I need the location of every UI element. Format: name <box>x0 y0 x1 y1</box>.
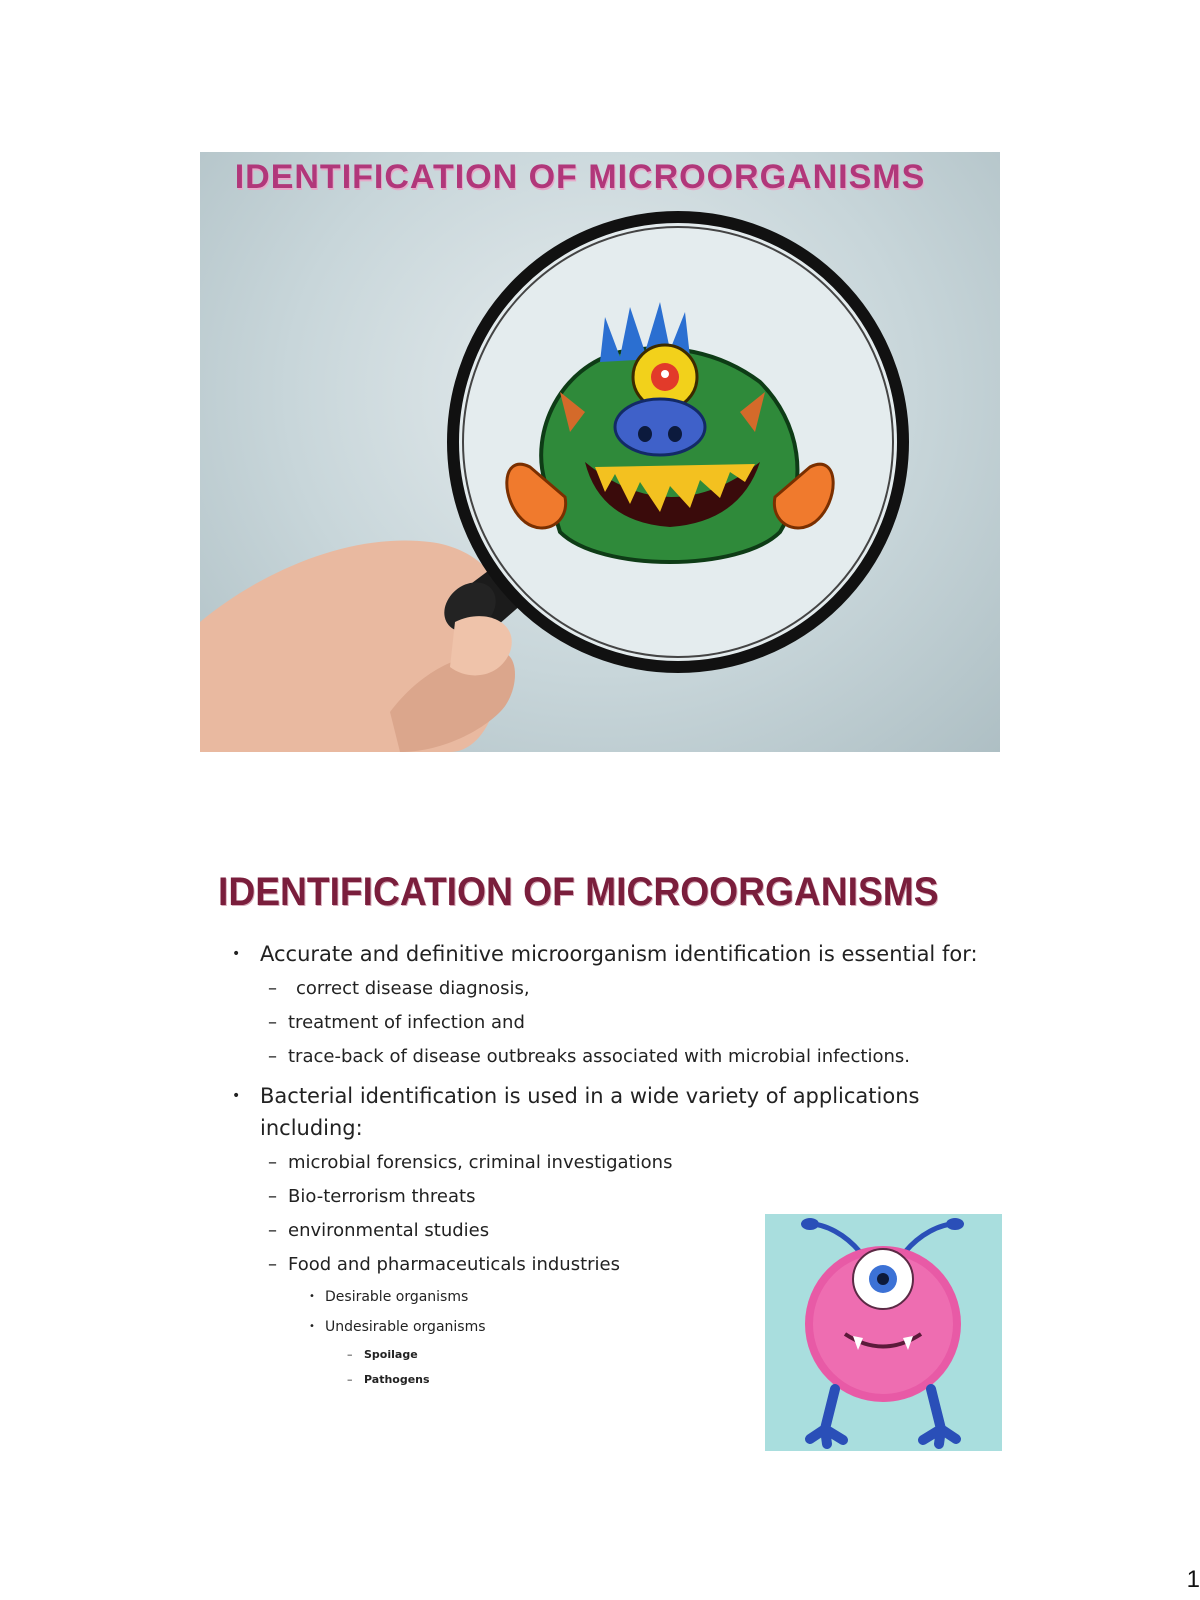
slide-1 <box>200 152 1000 752</box>
sub-bullet-1-1: – correct disease diagnosis, <box>230 976 990 1002</box>
magnifying-glass-illustration <box>200 152 1000 752</box>
slide-1-title: IDENTIFICATION OF MICROORGANISMS <box>234 158 926 196</box>
sub-bullet-1-2: – treatment of infection and <box>230 1010 990 1036</box>
bullet-1: • Accurate and definitive microorganism identification is essential for: <box>230 938 990 970</box>
pink-monster-image <box>765 1214 1002 1451</box>
page-number: 1 <box>1186 1566 1200 1593</box>
sub-bullet-1-3: – trace-back of disease outbreaks associated with microbial infections. <box>230 1044 990 1070</box>
sub-sub-bullet-1: • Desirable organisms <box>230 1286 990 1308</box>
sub-sub-bullet-2: • Undesirable organisms <box>230 1316 990 1338</box>
pink-monster-icon <box>765 1214 1002 1451</box>
slide-2-title: IDENTIFICATION OF MICROORGANISMS <box>218 870 939 914</box>
sub-bullet-2-4: – Food and pharmaceuticals industries <box>230 1252 990 1278</box>
bullet-2: • Bacterial identification is used in a wide variety of applications including: <box>230 1080 990 1144</box>
level-4-bullet-2: – Pathogens <box>230 1371 990 1389</box>
level-4-bullet-1: – Spoilage <box>230 1346 990 1364</box>
sub-bullet-2-3: – environmental studies <box>230 1218 990 1244</box>
sub-bullet-2-2: – Bio-terrorism threats <box>230 1184 990 1210</box>
sub-bullet-2-1: – microbial forensics, criminal investigations <box>230 1150 990 1176</box>
